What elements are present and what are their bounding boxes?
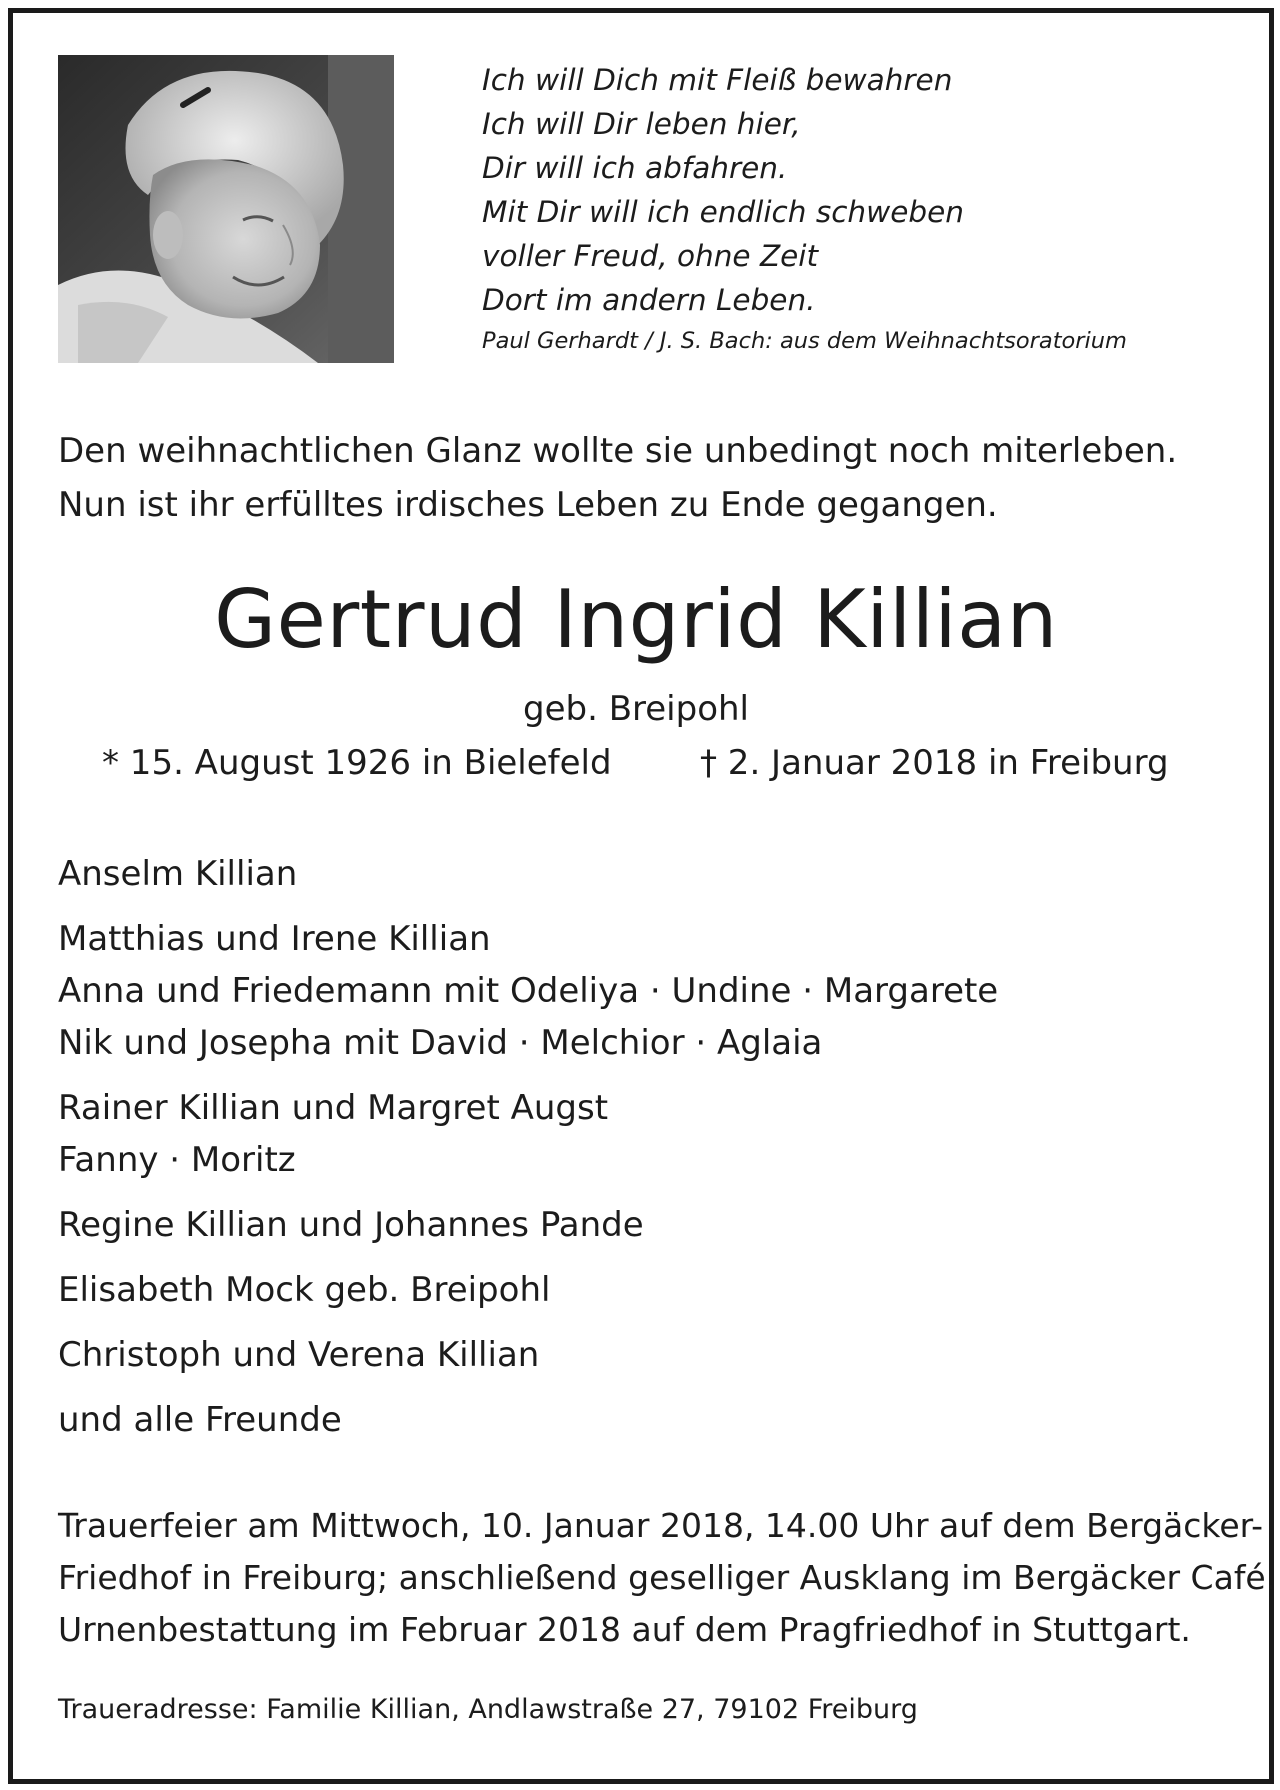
family-line: Fanny · Moritz: [58, 1140, 296, 1180]
birth-date: * 15. August 1926 in Bielefeld: [102, 743, 612, 783]
family-group: [58, 1199, 1238, 1251]
family-group: [58, 1329, 1238, 1381]
family-line: Regine Killian und Johannes Pande: [58, 1205, 644, 1245]
family-group: [58, 913, 1238, 1069]
family-line: Rainer Killian und Margret Augst: [58, 1088, 609, 1128]
family-line: Anselm Killian: [58, 854, 298, 894]
service-line: Trauerfeier am Mittwoch, 10. Januar 2018, 14.00 Uhr auf dem Bergäcker-: [58, 1506, 1263, 1545]
family-line: Matthias und Irene Killian: [58, 919, 491, 959]
intro-line: Den weihnachtlichen Glanz wollte sie unbedingt noch miterleben.: [58, 431, 1178, 471]
death-date: † 2. Januar 2018 in Freiburg: [700, 743, 1169, 783]
service-line: Friedhof in Freiburg; anschließend geselliger Ausklang im Bergäcker Café.: [58, 1558, 1277, 1597]
deceased-name: Gertrud Ingrid Killian: [214, 573, 1058, 666]
family-list: [58, 848, 1238, 1459]
portrait-photo: [58, 55, 394, 363]
family-line: Elisabeth Mock geb. Breipohl: [58, 1270, 551, 1310]
mourning-address: Traueradresse: Familie Killian, Andlawstraße 27, 79102 Freiburg: [58, 1694, 918, 1725]
intro-line: Nun ist ihr erfülltes irdisches Leben zu Ende gegangen.: [58, 485, 998, 525]
family-group: [58, 1264, 1238, 1316]
family-line: und alle Freunde: [58, 1400, 342, 1440]
family-line: Anna und Friedemann mit Odeliya · Undine · Margarete: [58, 971, 999, 1011]
family-group: [58, 1082, 1238, 1186]
poem-line: Mit Dir will ich endlich schweben: [482, 195, 964, 229]
family-group: [58, 848, 1238, 900]
poem-line: Dir will ich abfahren.: [482, 151, 788, 185]
poem-line: Dort im andern Leben.: [482, 283, 816, 317]
service-info: [58, 1500, 1277, 1656]
poem-line: voller Freud, ohne Zeit: [482, 239, 819, 273]
poem-source: Paul Gerhardt / J. S. Bach: aus dem Weihnachtsoratorium: [482, 328, 1127, 354]
intro-text: [58, 424, 1238, 532]
family-line: Christoph und Verena Killian: [58, 1335, 540, 1375]
family-group: [58, 1394, 1238, 1446]
maiden-name: geb. Breipohl: [523, 689, 749, 729]
poem-line: Ich will Dich mit Fleiß bewahren: [482, 63, 953, 97]
poem-line: Ich will Dir leben hier,: [482, 107, 801, 141]
poem: [482, 58, 1242, 358]
family-line: Nik und Josepha mit David · Melchior · Aglaia: [58, 1023, 823, 1063]
portrait-photo-image: [58, 55, 394, 363]
service-line: Urnenbestattung im Februar 2018 auf dem Pragfriedhof in Stuttgart.: [58, 1610, 1191, 1649]
